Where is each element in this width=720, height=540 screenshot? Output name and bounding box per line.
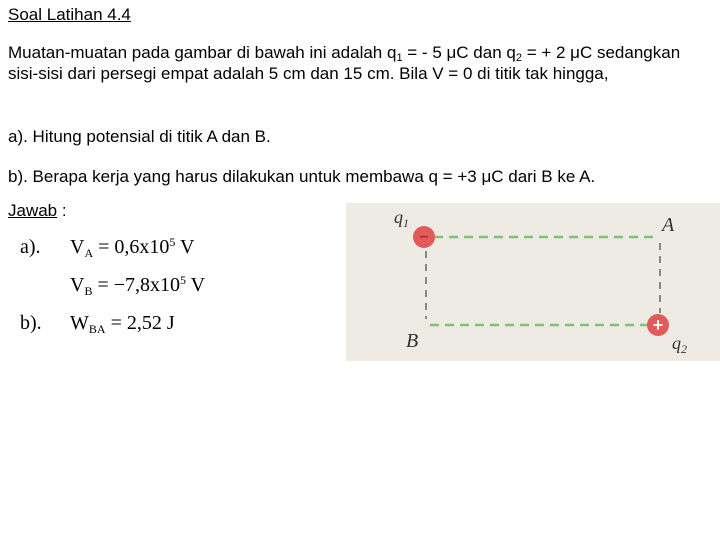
eq-unit: V: [175, 236, 195, 258]
answer-label-a: a).: [20, 236, 41, 258]
eq-value: = −7,8x10: [92, 274, 181, 296]
answer-colon: :: [57, 201, 67, 220]
problem-text-2: = - 5 μC dan q: [402, 43, 516, 62]
answer-label: Jawab: [8, 201, 58, 220]
label-q2: [672, 333, 687, 356]
problem-statement: [8, 42, 713, 84]
problem-text-3: = + 2 μC sedangkan sisi-sisi dari persegi empat adalah 5 cm dan 15 cm. Bila V = 0 di titik tak hingga,: [8, 43, 681, 83]
equation-vb: [70, 274, 205, 297]
eq-var: V: [70, 274, 85, 296]
label-point-a: A: [662, 214, 675, 236]
label-point-b: B: [406, 330, 419, 352]
eq-var: V: [70, 236, 85, 258]
charge-q1-sign: −: [419, 229, 429, 246]
eq-exp: 5: [180, 273, 187, 287]
q2-subscript: 2: [515, 52, 522, 64]
charge-rectangle-figure: [346, 203, 720, 361]
equation-wba: [70, 312, 175, 335]
charge-q2-sign: +: [652, 315, 664, 335]
question-b: b). Berapa kerja yang harus dilakukan untuk membawa q = +3 μC dari B ke A.: [8, 167, 596, 186]
label-q1: [394, 207, 409, 230]
answer-label-b: b).: [20, 312, 42, 334]
eq-sub: B: [84, 284, 93, 298]
answer-heading: [8, 200, 67, 221]
eq-var: W: [70, 312, 89, 334]
eq-value: = 2,52 J: [105, 312, 175, 334]
figure-svg: [346, 203, 720, 361]
problem-text-1: Muatan-muatan pada gambar di bawah ini adalah q: [8, 43, 397, 62]
question-a: a). Hitung potensial di titik A dan B.: [8, 127, 271, 146]
eq-exp: 5: [169, 235, 176, 249]
q1-subscript: 1: [396, 52, 403, 64]
label-q1-letter: q: [394, 207, 403, 227]
equation-va: [70, 236, 195, 259]
eq-unit: V: [186, 274, 206, 296]
label-q1-index: 1: [403, 216, 409, 230]
eq-value: = 0,6x10: [93, 236, 170, 258]
label-q2-letter: q: [672, 333, 681, 353]
eq-sub: A: [84, 246, 94, 260]
eq-sub: BA: [88, 322, 106, 336]
label-q2-index: 2: [681, 342, 687, 356]
page-title: Soal Latihan 4.4: [8, 5, 131, 24]
